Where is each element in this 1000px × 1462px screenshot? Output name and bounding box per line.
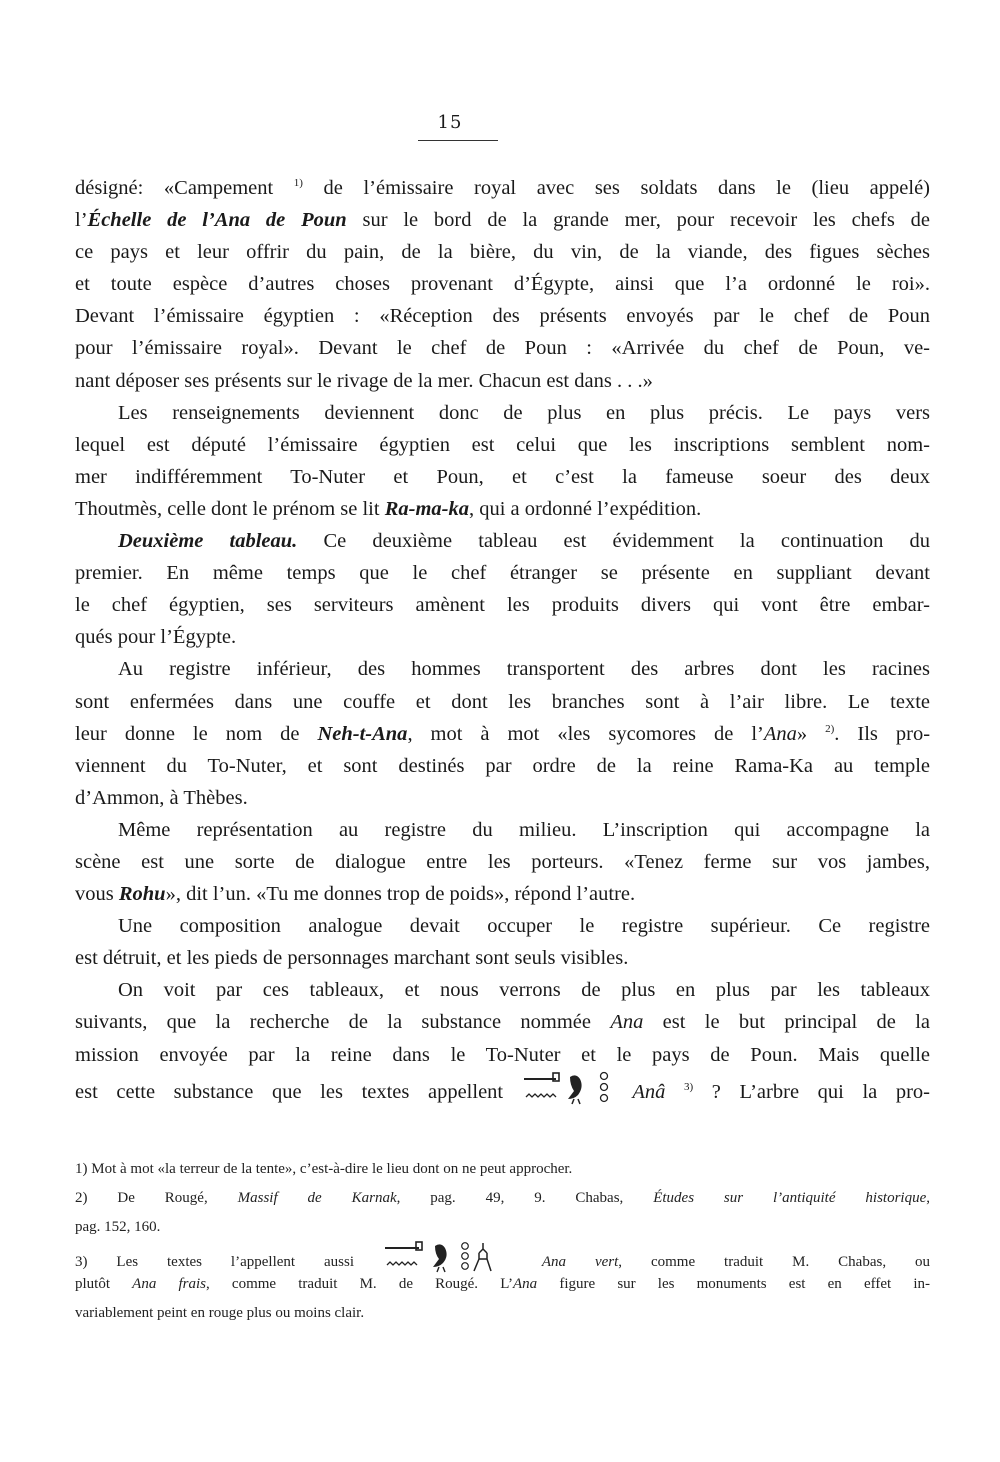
body-line: mer indifféremment To-Nuter et Poun, et c’est la fameuse soeur des deux: [75, 465, 930, 488]
body-line: est détruit, et les pieds de personnages marchant sont seuls visibles.: [75, 947, 629, 970]
body-line: désigné: «Campement $^{1)}$ de l’émissaire royal avec ses soldats dans le (lieu appelé): [75, 177, 930, 199]
body-line: Au registre inférieur, des hommes transportent des arbres dont les racines: [118, 658, 930, 681]
body-line: scène est une sorte de dialogue entre les porteurs. «Tenez ferme sur vos jambes,: [75, 850, 930, 873]
body-line: ce pays et leur offrir du pain, de la bière, du vin, de la viande, des figues sèches: [75, 241, 930, 264]
body-line: viennent du To-Nuter, et sont destinés par ordre de la reine Rama-Ka au temple: [75, 754, 930, 777]
body-line: mission envoyée par la reine dans le To-Nuter et le pays de Poun. Mais quelle: [75, 1043, 930, 1066]
footnote-line: 1) Mot à mot «la terreur de la tente», c’est-à-dire le lieu dont on ne peut approcher.: [75, 1161, 573, 1177]
body-line: l’Échelle de l’Ana de Poun sur le bord de la grande mer, pour recevoir les chefs de: [75, 209, 930, 232]
hieroglyph-ana-icon: [522, 1071, 614, 1115]
body-line: Devant l’émissaire égyptien : «Réception des présents envoyés par le chef de Poun: [75, 305, 930, 328]
body-line: Les renseignements deviennent donc de plus en plus précis. Le pays vers: [118, 401, 930, 424]
body-line: Deuxième tableau. Ce deuxième tableau est évidemment la continuation du: [118, 530, 930, 553]
body-line: d’Ammon, à Thèbes.: [75, 786, 248, 809]
body-line: On voit par ces tableaux, et nous verrons de plus en plus par les tableaux: [118, 979, 930, 1002]
footnote-line: 3) Les textes l’appellent aussi Ana vert, comme traduit M. Chabas, ou: [75, 1241, 930, 1270]
footnote-line: pag. 152, 160.: [75, 1218, 161, 1235]
body-line: nant déposer ses présents sur le rivage de la mer. Chacun est dans . . .»: [75, 369, 653, 392]
page-number: 15: [437, 112, 463, 133]
body-line: Thoutmès, celle dont le prénom se lit Ra-ma-ka, qui a ordonné l’expédition.: [75, 497, 702, 520]
body-line: Une composition analogue devait occuper le registre supérieur. Ce registre: [118, 915, 930, 938]
footnote-line: plutôt Ana frais, comme traduit M. de Rougé. L’Ana figure sur les monuments est en effet in-: [75, 1276, 930, 1293]
footnotes: [75, 1155, 930, 1328]
body-line: qués pour l’Égypte.: [75, 626, 237, 649]
body-line: et toute espèce d’autres choses provenant d’Égypte, ainsi que l’a ordonné le roi».: [75, 273, 930, 296]
body-line: sont enfermées dans une couffe et dont les branches sont à l’air libre. Le texte: [75, 690, 930, 713]
page-number-rule: [418, 140, 498, 141]
body-line: Même représentation au registre du milieu. L’inscription qui accompagne la: [118, 818, 930, 841]
footnote-line: 2) De Rougé, Massif de Karnak, pag. 49, 9. Chabas, Études sur l’antiquité historique,: [75, 1189, 930, 1206]
footnote-line: variablement peint en rouge plus ou moins clair.: [75, 1304, 365, 1321]
body-line: suivants, que la recherche de la substance nommée Ana est le but principal de la: [75, 1011, 930, 1034]
body-line: pour l’émissaire royal». Devant le chef de Poun : «Arrivée du chef de Poun, ve-: [75, 337, 930, 360]
body-line: le chef égyptien, ses serviteurs amènent les produits divers qui vont être embar-: [75, 594, 930, 617]
body-line: vous Rohu», dit l’un. «Tu me donnes trop de poids», répond l’autre.: [75, 883, 636, 906]
body-line: est cette substance que les textes appellent Anâ $^{3)}$ ? L’arbre qui la pro-: [75, 1071, 930, 1103]
body-text: [75, 172, 930, 1103]
body-line: premier. En même temps que le chef étranger se présente en suppliant devant: [75, 562, 930, 585]
body-line: leur donne le nom de Neh-t-Ana, mot à mot «les sycomores de l’Ana» $^{2)}$. Ils pro-: [75, 722, 931, 745]
body-line: lequel est député l’émissaire égyptien est celui que les inscriptions semblent nom-: [75, 433, 930, 456]
